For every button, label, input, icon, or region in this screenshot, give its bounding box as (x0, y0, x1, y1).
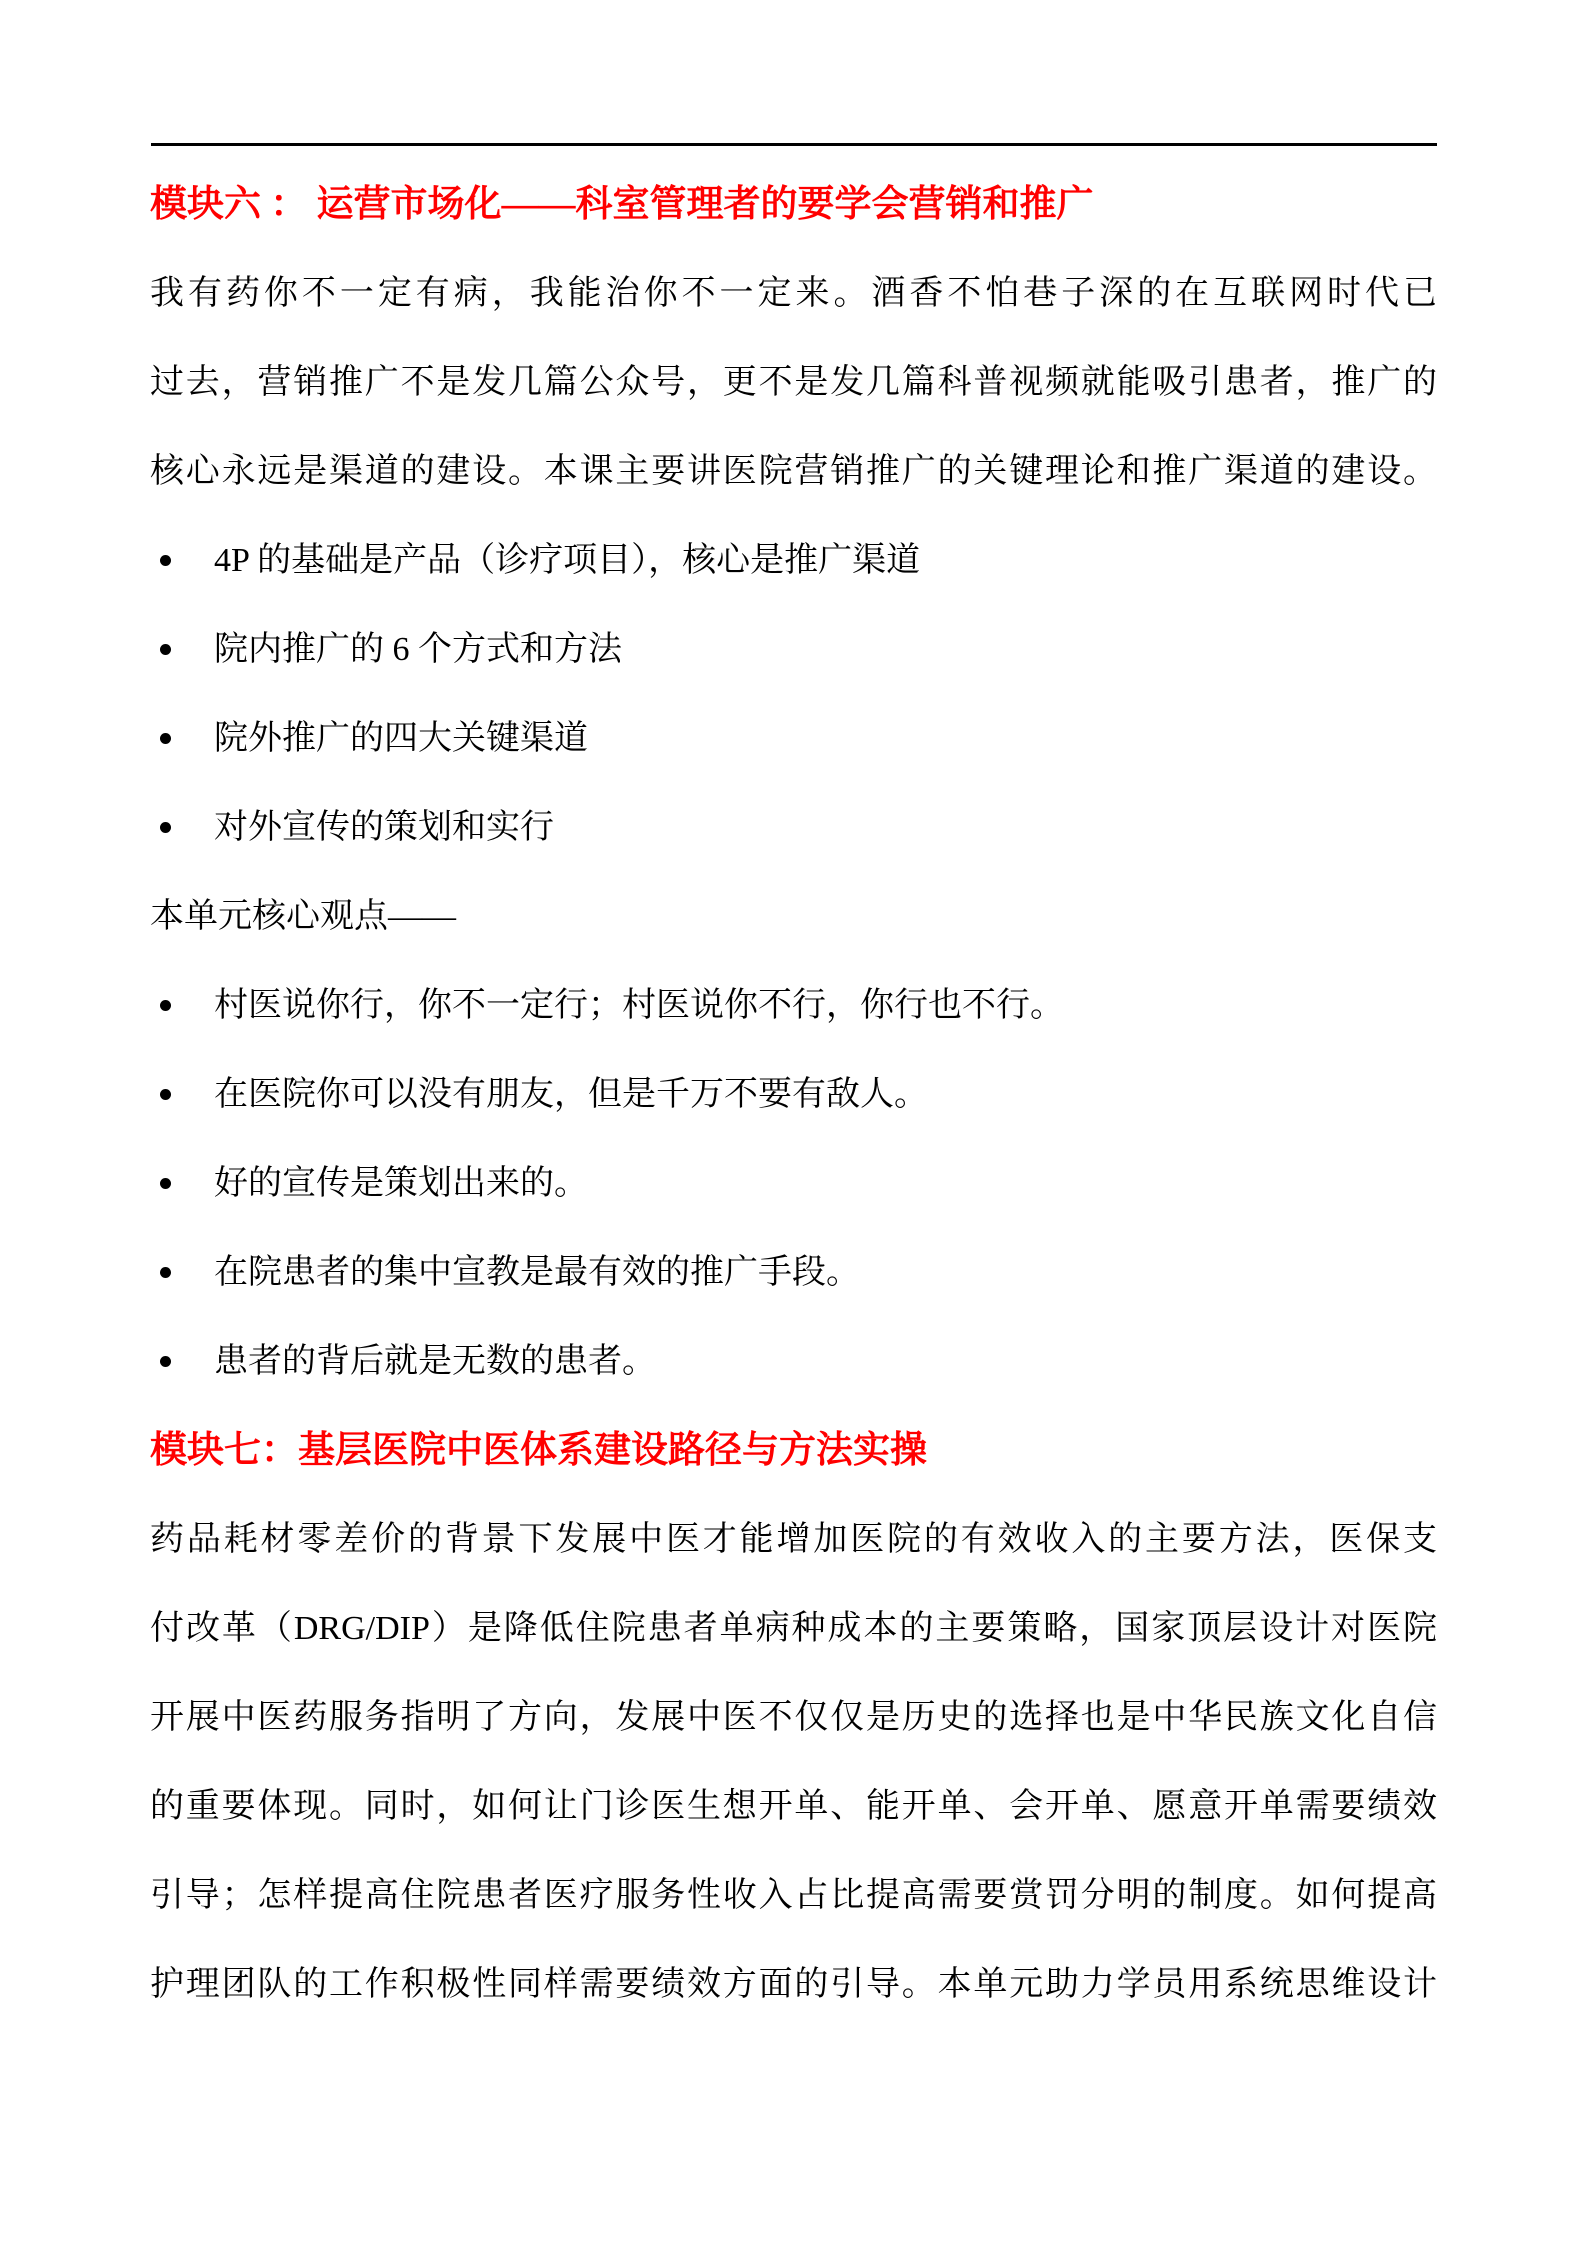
paragraph-line: 护理团队的工作积极性同样需要绩效方面的引导。本单元助力学员用系统思维设计 (150, 1966, 1437, 2003)
bullet-icon (160, 822, 171, 833)
bullet-item (150, 605, 1437, 694)
paragraph-line: 付改革（DRG/DIP）是降低住院患者单病种成本的主要策略，国家顶层设计对医院 (150, 1610, 1437, 1647)
bullet-text: 在医院你可以没有朋友，但是千万不要有敌人。 (214, 1076, 928, 1113)
core-views-label: 本单元核心观点—— (150, 898, 456, 935)
bullet-icon (160, 555, 171, 566)
bullet-text: 院外推广的四大关键渠道 (214, 720, 588, 757)
bullet-item (150, 1050, 1437, 1139)
bullet-item (150, 1317, 1437, 1406)
bullet-icon (160, 733, 171, 744)
module6-intro-paragraph (150, 249, 1437, 516)
bullet-icon (160, 1178, 171, 1189)
paragraph-line: 引导；怎样提高住院患者医疗服务性收入占比提高需要赏罚分明的制度。如何提高 (150, 1877, 1437, 1914)
bullet-text: 在院患者的集中宣教是最有效的推广手段。 (214, 1254, 860, 1291)
paragraph-line: 过去，营销推广不是发几篇公众号，更不是发几篇科普视频就能吸引患者，推广的 (150, 364, 1437, 401)
bullet-icon (160, 1356, 171, 1367)
module6-feature-list (150, 516, 1437, 872)
paragraph-line: 我有药你不一定有病，我能治你不一定来。酒香不怕巷子深的在互联网时代已 (150, 275, 1437, 312)
bullet-icon (160, 1089, 171, 1100)
bullet-text: 4P 的基础是产品（诊疗项目），核心是推广渠道 (214, 542, 921, 579)
module7-heading: 模块七：基层医院中医体系建设路径与方法实操 (150, 1430, 927, 1471)
module6-heading: 模块六 ： 运营市场化——科室管理者的要学会营销和推广 (150, 184, 1094, 225)
header-rule (151, 143, 1437, 146)
bullet-text: 对外宣传的策划和实行 (214, 809, 554, 846)
bullet-text: 村医说你行，你不一定行；村医说你不行，你行也不行。 (214, 987, 1064, 1024)
bullet-item (150, 694, 1437, 783)
module7-paragraph (150, 1495, 1437, 2029)
bullet-icon (160, 1000, 171, 1011)
module6-core-views-list (150, 961, 1437, 1406)
paragraph-line: 药品耗材零差价的背景下发展中医才能增加医院的有效收入的主要方法，医保支 (150, 1521, 1437, 1558)
bullet-item (150, 1139, 1437, 1228)
bullet-item (150, 783, 1437, 872)
page-content (150, 160, 1437, 2029)
paragraph-line: 核心永远是渠道的建设。本课主要讲医院营销推广的关键理论和推广渠道的建设。 (150, 453, 1437, 490)
bullet-item (150, 1228, 1437, 1317)
paragraph-line: 开展中医药服务指明了方向，发展中医不仅仅是历史的选择也是中华民族文化自信 (150, 1699, 1437, 1736)
bullet-item (150, 961, 1437, 1050)
bullet-icon (160, 1267, 171, 1278)
bullet-text: 患者的背后就是无数的患者。 (214, 1343, 656, 1380)
bullet-item (150, 516, 1437, 605)
bullet-icon (160, 644, 171, 655)
bullet-text: 好的宣传是策划出来的。 (214, 1165, 588, 1202)
bullet-text: 院内推广的 6 个方式和方法 (214, 631, 622, 668)
paragraph-line: 的重要体现。同时，如何让门诊医生想开单、能开单、会开单、愿意开单需要绩效 (150, 1788, 1437, 1825)
